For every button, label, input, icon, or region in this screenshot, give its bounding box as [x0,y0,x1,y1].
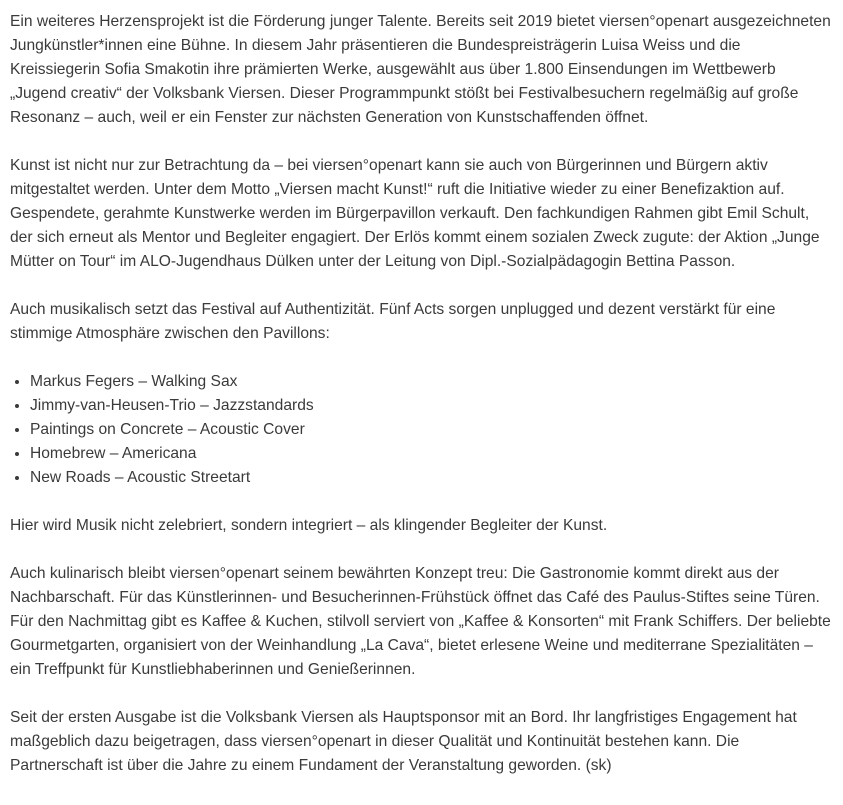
paragraph-benefit-action: Kunst ist nicht nur zur Betrachtung da – bei viersen°openart kann sie auch von Bürgerinnen und Bürgern aktiv mitgestaltet werden. Unter dem Motto „Viersen macht Kunst!“ ruft die Initiative wieder zu einer Benefizaktion auf. Gespendete, gerahmte Kunstwerke werden im Bürgerpavillon verkauft. Den fachkundigen Rahmen gibt Emil Schult, der sich erneut als Mentor und Begleiter engagiert. Der Erlös kommt einem sozialen Zweck zugute: der Aktion „Junge Mütter on Tour“ im ALO-Jugendhaus Dülken unter der Leitung von Dipl.-Sozialpädagogin Bettina Passon. [10,157,820,270]
paragraph-sponsor: Seit der ersten Ausgabe ist die Volksbank Viersen als Hauptsponsor mit an Bord. Ihr langfristiges Engagement hat maßgeblich dazu beigetragen, dass viersen°openart in dieser Qualität und Kontinuität bestehen kann. Die Partnerschaft ist über die Jahre zu einem Fundament der Veranstaltung geworden. (sk) [10,709,797,774]
paragraph-music-summary: Hier wird Musik nicht zelebriert, sondern integriert – als klingender Begleiter der Kunst. [10,517,608,534]
list-item: • Homebrew – Americana [30,442,833,466]
paragraph-young-talents: Ein weiteres Herzensprojekt ist die Förderung junger Talente. Bereits seit 2019 bietet viersen°openart ausgezeichneten Jungkünstler*innen eine Bühne. In diesem Jahr präsentieren die Bundespreisträgerin Luisa Weiss und die Kreissiegerin Sofia Smakotin ihre prämierten Werke, ausgewählt aus über 1.800 Einsendungen im Wettbewerb „Jugend creativ“ der Volksbank Viersen. Dieser Programmpunkt stößt bei Festivalbesuchern regelmäßig auf große Resonanz – auch, weil er ein Fenster zur nächsten Generation von Kunstschaffenden öffnet. [10,13,831,126]
paragraph-music-intro: Auch musikalisch setzt das Festival auf Authentizität. Fünf Acts sorgen unplugged und dezent verstärkt für eine stimmige Atmosphäre zwischen den Pavillons: [10,301,776,342]
list-item: • Markus Fegers – Walking Sax [30,370,833,394]
list-item: • New Roads – Acoustic Streetart [30,466,833,490]
list-item: • Paintings on Concrete – Acoustic Cover [30,418,833,442]
list-item: • Jimmy-van-Heusen-Trio – Jazzstandards [30,394,833,418]
music-acts-list [10,370,833,490]
paragraph-gastronomy: Auch kulinarisch bleibt viersen°openart seinem bewährten Konzept treu: Die Gastronomie kommt direkt aus der Nachbarschaft. Für das Künstlerinnen- und Besucherinnen-Frühstück öffnet das Café des Paulus-Stiftes seine Türen. Für den Nachmittag gibt es Kaffee & Kuchen, stilvoll serviert von „Kaffee & Konsorten“ mit Frank Schiffers. Der beliebte Gourmetgarten, organisiert von der Weinhandlung „La Cava“, bietet erlesene Weine und mediterrane Spezialitäten – ein Treffpunkt für Kunstliebhaberinnen und Genießerinnen. [10,565,831,678]
